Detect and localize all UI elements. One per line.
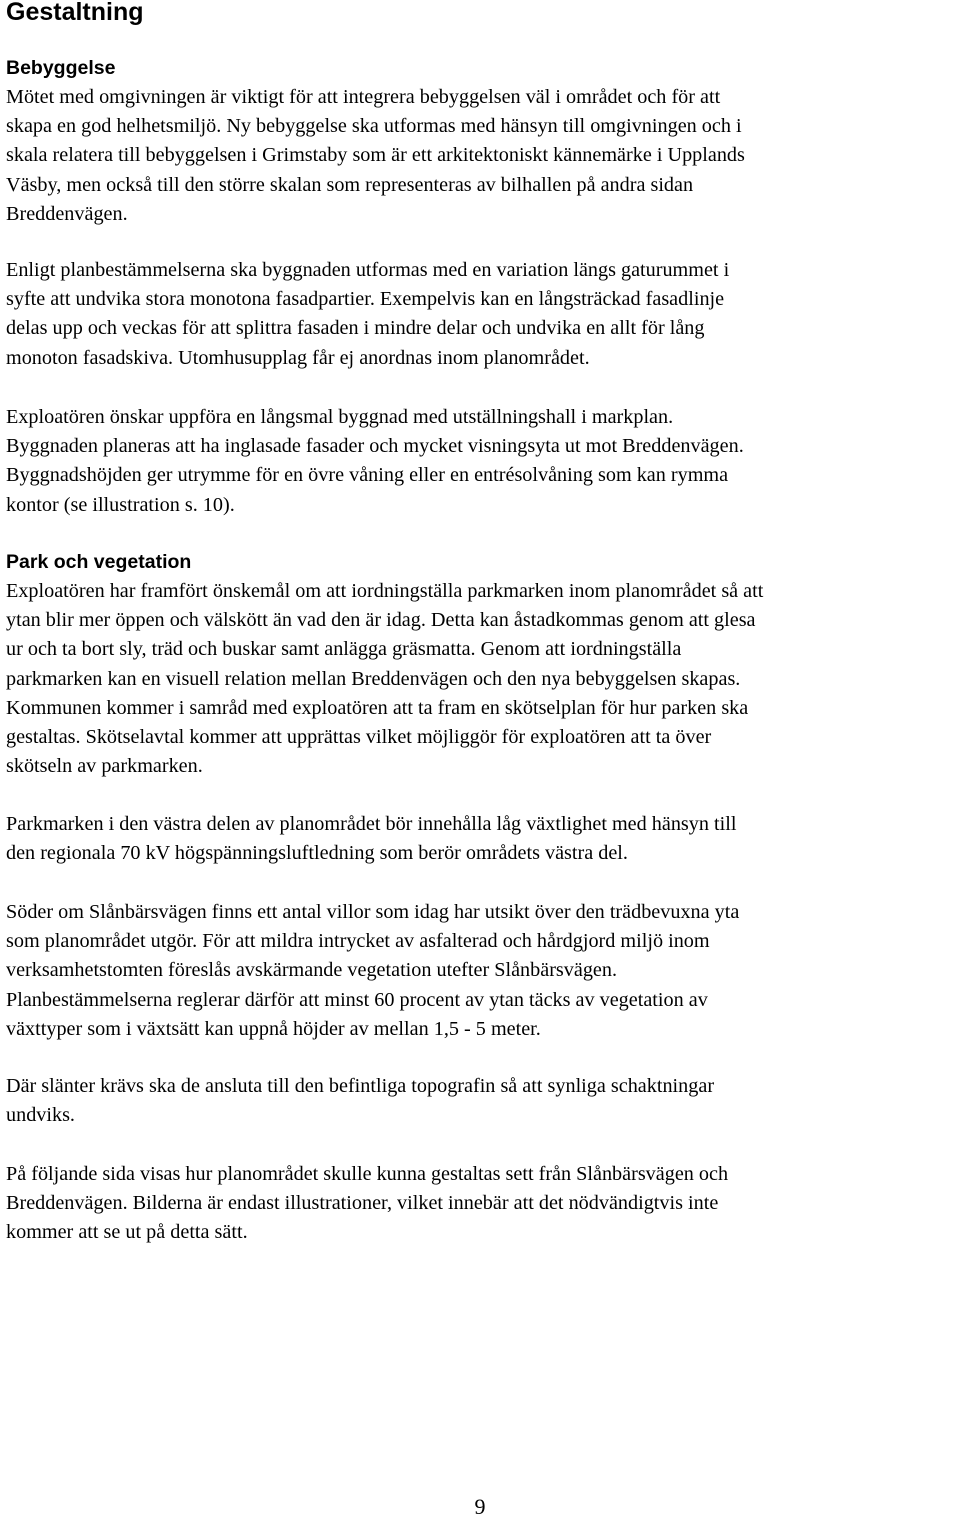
text-line: den regionala 70 kV högspänningsluftledning som berör områdets västra del.	[6, 842, 628, 865]
section-bebyggelse	[6, 54, 956, 229]
text-line: syfte att undvika stora monotona fasadpartier. Exempelvis kan en långsträckad fasadlinje	[6, 288, 725, 311]
text-line: Där slänter krävs ska de ansluta till den befintliga topografin så att synliga schaktningar	[6, 1075, 715, 1097]
text-line: ytan blir mer öppen och välskött än vad den är idag. Detta kan åstadkommas genom att glesa	[6, 609, 756, 632]
paragraph-block	[6, 898, 956, 1044]
paragraph	[6, 810, 956, 868]
paragraph	[6, 898, 956, 1044]
text-line: Byggnaden planeras att ha inglasade fasader och mycket visningsyta ut mot Breddenvägen.	[6, 435, 744, 458]
text-line: Parkmarken i den västra delen av planområdet bör innehålla låg växtlighet med hänsyn till	[6, 813, 737, 835]
text-line: Breddenvägen. Bilderna är endast illustrationer, vilket innebär att det nödvändigtvis inte	[6, 1192, 719, 1215]
text-line: skötseln av parkmarken.	[6, 755, 203, 778]
paragraph-block	[6, 810, 956, 868]
text-line: På följande sida visas hur planområdet skulle kunna gestaltas sett från Slånbärsvägen och	[6, 1163, 729, 1185]
text-line: Exploatören önskar uppföra en långsmal byggnad med utställningshall i markplan.	[6, 406, 674, 428]
paragraph-block	[6, 256, 956, 373]
text-line: Exploatören har framfört önskemål om att iordningställa parkmarken inom planområdet så att	[6, 580, 764, 602]
text-line: kontor (se illustration s. 10).	[6, 493, 235, 516]
section-park-och-vegetation	[6, 548, 956, 781]
paragraph	[6, 83, 956, 229]
text-line: Breddenvägen.	[6, 202, 128, 225]
text-line: delas upp och veckas för att splittra fasaden i mindre delar och undvika en allt för lång	[6, 317, 705, 340]
text-line: parkmarken kan en visuell relation mellan Breddenvägen och den nya bebyggelsen skapas.	[6, 667, 741, 690]
text-line: monoton fasadskiva. Utomhusupplag får ej anordnas inom planområdet.	[6, 346, 590, 369]
page-title: Gestaltning	[6, 0, 144, 26]
paragraph	[6, 403, 956, 520]
text-line: skala relatera till bebyggelsen i Grimstaby som är ett arkitektoniskt kännemärke i Upplands	[6, 144, 745, 167]
paragraph	[6, 256, 956, 373]
page-number: 9	[474, 1494, 486, 1519]
text-line: Planbestämmelserna reglerar därför att minst 60 procent av ytan täcks av vegetation av	[6, 988, 708, 1011]
text-line: undviks.	[6, 1104, 75, 1127]
text-line: växttyper som i växtsätt kan uppnå höjder av mellan 1,5 - 5 meter.	[6, 1017, 541, 1040]
paragraph	[6, 577, 956, 781]
text-line: skapa en god helhetsmiljö. Ny bebyggelse ska utformas med hänsyn till omgivningen och i	[6, 115, 742, 138]
text-line: gestaltas. Skötselavtal kommer att upprättas vilket möjliggör för exploatören att ta över	[6, 726, 712, 749]
text-line: Mötet med omgivningen är viktigt för att integrera bebyggelsen väl i området och för att	[6, 86, 721, 108]
section-heading: Park och vegetation	[6, 551, 192, 573]
section-heading: Bebyggelse	[6, 57, 116, 79]
paragraph	[6, 1160, 956, 1248]
text-line: Kommunen kommer i samråd med exploatören att ta fram en skötselplan för hur parken ska	[6, 696, 749, 719]
text-line: kommer att se ut på detta sätt.	[6, 1221, 248, 1244]
text-line: verksamhetstomten föreslås avskärmande vegetation utefter Slånbärsvägen.	[6, 959, 618, 982]
paragraph	[6, 1072, 956, 1130]
text-line: Enligt planbestämmelserna ska byggnaden utformas med en variation längs gaturummet i	[6, 259, 730, 281]
text-line: ur och ta bort sly, träd och buskar samt anlägga gräsmatta. Genom att iordningställa	[6, 638, 682, 661]
text-line: Söder om Slånbärsvägen finns ett antal villor som idag har utsikt över den trädbevuxna yta	[6, 901, 740, 923]
text-line: som planområdet utgör. För att mildra intrycket av asfalterad och hårdgjord miljö inom	[6, 930, 710, 953]
text-line: Väsby, men också till den större skalan som representeras av bilhallen på andra sidan	[6, 173, 694, 196]
paragraph-block	[6, 1160, 956, 1248]
paragraph-block	[6, 1072, 956, 1130]
paragraph-block	[6, 403, 956, 520]
text-line: Byggnadshöjden ger utrymme för en övre våning eller en entrésolvåning som kan rymma	[6, 464, 729, 487]
